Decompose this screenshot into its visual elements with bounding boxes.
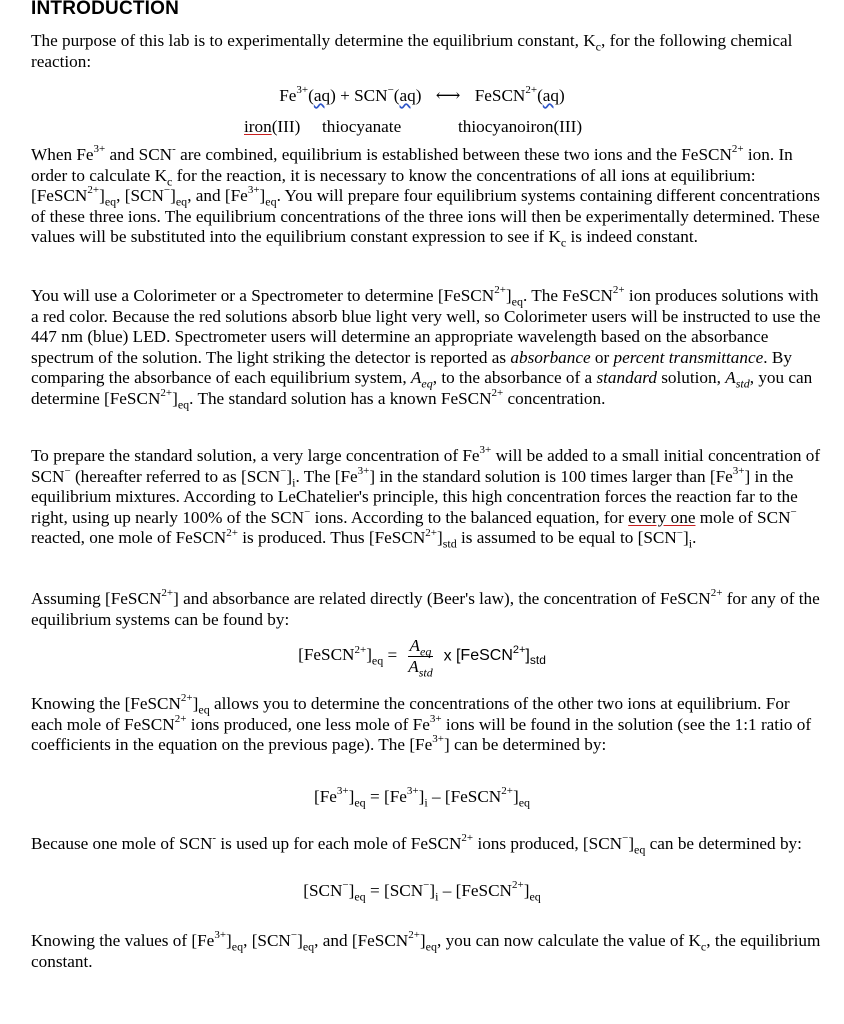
paragraph-equilibrium: When $Fe^{3+}$ and SCN- are combined, equilibrium is established between these two ions and the FeSCN$^{2+}$ ion. In order to calculate $K_c$ for the reaction, it is necessary to know the concentrations of all ions at equilibrium: $[FeSCN^{2+}]_{eq}$, $[SCN^-]_{eq}$, and $[Fe^{3+}]_{eq}$. You will prepare four equilibrium systems containing different concentrations of these three ions. The equilibrium concentrations of the three ions will then be experimentally determined. These values will be substituted into the equilibrium constant expression to see if $K_c$ is indeed constant. [31, 143, 820, 250]
eq1-numerator: $A_{eq}$ [409, 636, 432, 659]
reactant-thiocyanate: SCN−(aq) [354, 84, 422, 105]
paragraph-scn-eq: Because one mole of SCN- is used up for each mole of FeSCN$^{2+}$ ions produced, $[SCN^-]_{eq}$ can be determined by: [31, 832, 802, 857]
eq1-lhs: $[FeSCN^{2+}]_{eq}$ [298, 643, 384, 668]
product-thiocyanoiron: FeSCN$^{2+}$(aq) [474, 84, 565, 105]
paragraph-fe-eq: Knowing the $[FeSCN^{2+}]_{eq}$ allows you to determine the concentrations of the other two ions at equilibrium. For each mole of FeSCN$^{2+}$ ions produced, one less mole of $Fe^{3+}$ ions will be found in the solution (see the 1:1 ratio of coefficients in the equation on the previous page). The $[Fe^{3+}]$ can be determined by: [31, 692, 812, 755]
paragraph-calculate-kc: Knowing the values of $[Fe^{3+}]_{eq}$, $[SCN^-]_{eq}$, and $[FeSCN^{2+}]_{eq}$, you can now calculate the value of $K_c$, the equilibrium constant. [31, 929, 821, 971]
eq1-equals: = [387, 645, 398, 665]
name-iron: iron(III) [244, 117, 301, 136]
reactant-iron: $Fe^{3+}(aq)$ [279, 84, 336, 105]
equation-feSCN-eq [0, 636, 844, 680]
eq1-times: x [443, 647, 452, 665]
plus-sign: + [340, 86, 350, 105]
equilibrium-arrow-icon: ⟷ [435, 86, 461, 105]
equation-fe-eq: $[Fe^{3+}]_{eq} = [Fe^{3+}]_i$ – $[FeSCN^{2+}]_{eq}$ [313, 785, 531, 810]
paragraph-standard-solution: To prepare the standard solution, a very large concentration of $Fe^{3+}$ will be added to a small initial concentration of SCN− (hereafter referred to as $[SCN^-]_i$. The $[Fe^{3+}]$ in the standard solution is 100 times larger than $[Fe^{3+}]$ in the equilibrium mixtures. According to LeChatelier's principle, this high concentration forces the reaction far to the right, using up nearly 100% of the SCN− ions. According to the balanced equation, for every one mole of SCN− reacted, one mole of FeSCN$^{2+}$ is produced. Thus $[FeSCN^{2+}]_{std}$ is assumed to be equal to $[SCN^-]_i$. [31, 444, 821, 551]
reaction-equation [0, 86, 844, 106]
paragraph-colorimeter: You will use a Colorimeter or a Spectrometer to determine $[FeSCN^{2+}]_{eq}$. The FeSCN$^{2+}$ ion produces solutions with a red color. Because the red solutions absorb blue light very well, so Colorimeter users will be instructed to use the 447 nm (blue) LED. Spectrometer users will determine an appropriate wavelength based on the absorbance spectrum of the solution. The light striking the detector is reported as absorbance or percent transmittance. By comparing the absorbance of each equilibrium system, $A_{eq}$, to the absorbance of a standard solution, $A_{std}$, you can determine $[FeSCN^{2+}]_{eq}$. The standard solution has a known FeSCN$^{2+}$ concentration. [31, 284, 821, 412]
equation-scn-eq: $[SCN^-]_{eq} = [SCN^-]_i$ – $[FeSCN^{2+}]_{eq}$ [303, 879, 541, 904]
eq1-fraction [408, 636, 434, 680]
name-thiocyanate: thiocyanate [322, 117, 402, 136]
name-thiocyanoiron: thiocyanoiron(III) [458, 117, 583, 136]
paragraph-purpose: The purpose of this lab is to experimentally determine the equilibrium constant, $K_c$, for the following chemical reaction: [31, 31, 793, 71]
paragraph-beers-law: Assuming [FeSCN$^{2+}$] and absorbance are related directly (Beer's law), the concentration of FeSCN$^{2+}$ for any of the equilibrium systems can be found by: [31, 587, 820, 629]
page-title: INTRODUCTION [31, 0, 180, 19]
eq1-denominator: $A_{std}$ [408, 657, 433, 680]
eq1-rhs: $[FeSCN^{2+}]_{std}$ [455, 644, 546, 668]
